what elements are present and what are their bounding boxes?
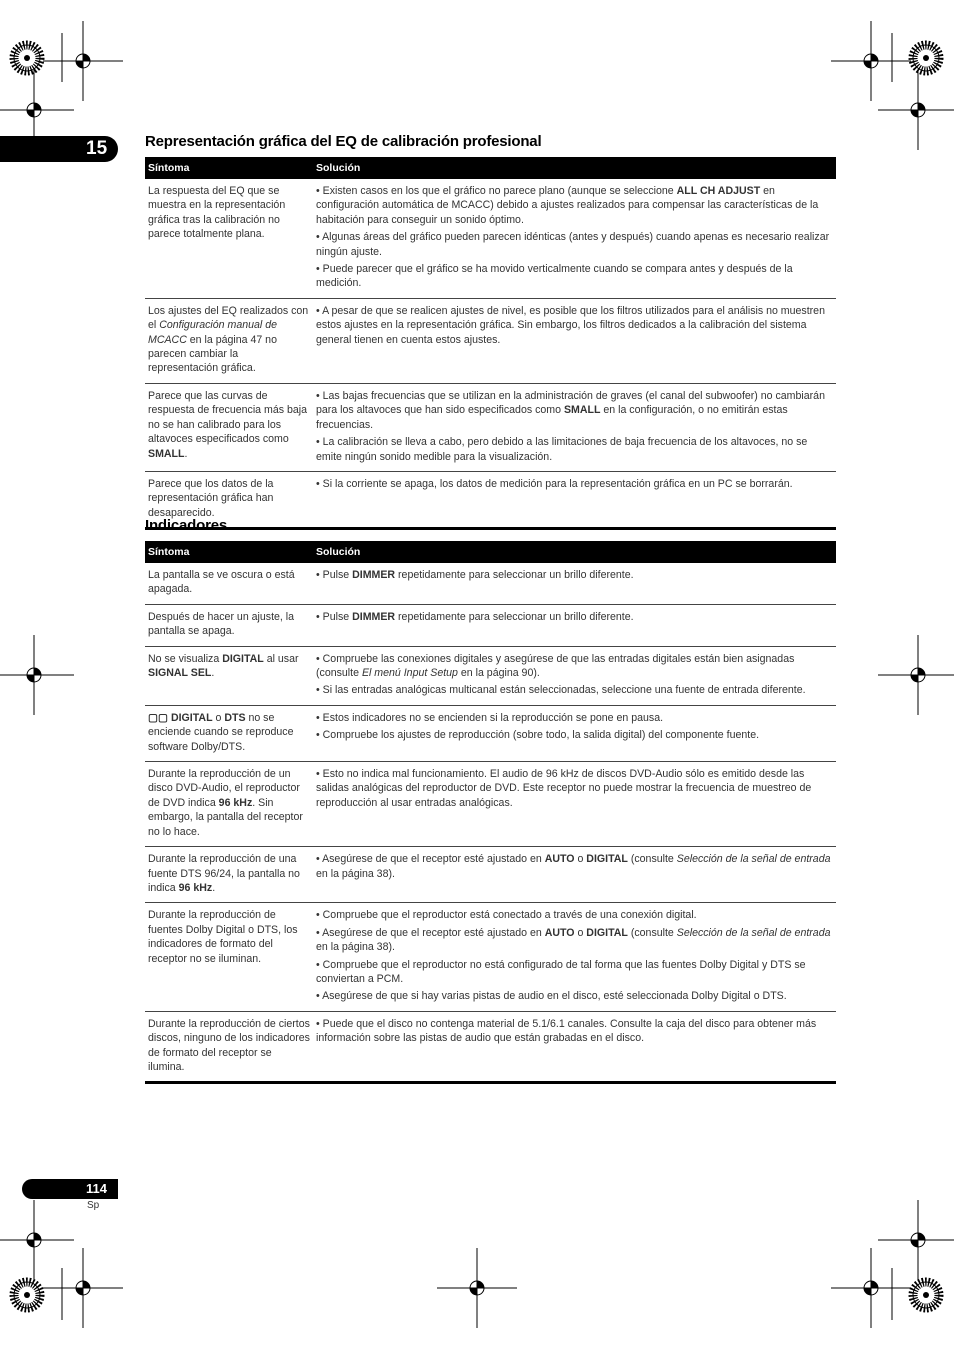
crosshair-icon (831, 21, 911, 101)
table-row (145, 604, 836, 646)
solution-item: • Puede que el disco no contenga material de 5.1/6.1 canales. Consulte la caja del disco para obtener más información sobre las pistas de audio que están grabadas en el disco. (316, 1017, 817, 1045)
crosshair-icon (0, 635, 74, 715)
section-title-eq-graph: Representación gráfica del EQ de calibración profesional (145, 133, 542, 150)
solution-cell (313, 705, 836, 761)
troubleshooting-table-eq (145, 157, 836, 530)
solution-item: • Compruebe las conexiones digitales y asegúrese de que las entradas digitales están bien asignadas (consulte El menú Input Setup en la página 90). (316, 652, 795, 680)
solution-item: • Existen casos en los que el gráfico no parece plano (aunque se seleccione ALL CH ADJUST en configuración automática de MCACC) debido a ajustes realizados para compensar las características de la habitación para conseguir un sonido óptimo. (316, 185, 819, 226)
table-row (145, 847, 836, 903)
solution-item: • La calibración se lleva a cabo, pero debido a las limitaciones de baja frecuencia de los altavoces, no se emite ningún sonido medible para la visualización. (316, 436, 808, 463)
table-row (145, 903, 836, 1011)
crosshair-icon (878, 1200, 954, 1280)
solution-cell (313, 1011, 836, 1083)
crosshair-icon (437, 1248, 517, 1328)
chapter-number: 15 (86, 138, 108, 159)
solution-cell (313, 762, 836, 847)
star-target-icon (14, 45, 40, 71)
symptom-cell: Los ajustes del EQ realizados con el Configuración manual de MCACC en la página 47 no parecen cambiar la representación gráfica. (145, 298, 313, 383)
solution-item: • Si la corriente se apaga, los datos de medición para la representación gráfica en un PC se borrarán. (316, 477, 793, 490)
solution-item: • Pulse DIMMER repetidamente para seleccionar un brillo diferente. (316, 610, 634, 623)
solution-cell (313, 563, 836, 604)
header-solution: Solución (313, 541, 836, 563)
language-code: Sp (87, 1200, 100, 1211)
solution-cell (313, 179, 836, 298)
crosshair-icon (831, 1248, 911, 1328)
symptom-cell: Durante la reproducción de ciertos discos, ninguno de los indicadores de formato del receptor se ilumina. (145, 1011, 313, 1083)
section-title-indicators: Indicadores (145, 517, 227, 534)
crosshair-icon (878, 635, 954, 715)
star-target-icon (913, 45, 939, 71)
page-number: 114 (86, 1181, 107, 1196)
solution-item: • A pesar de que se realicen ajustes de nivel, es posible que los filtros utilizados para el análisis no muestren estos ajustes en la representación gráfica. Sin embargo, los filtros dedicados a la calibración del sistema general tienen en cuenta estos ajustes. (316, 304, 825, 346)
symptom-cell: Después de hacer un ajuste, la pantalla se apaga. (145, 604, 313, 646)
solution-cell (313, 383, 836, 471)
solution-item: • Algunas áreas del gráfico pueden parecen idénticas (antes y después) cuando apenas es necesario realizar ningún ajuste. (316, 231, 830, 258)
table-row (145, 471, 836, 528)
table-row (145, 705, 836, 761)
solution-item: • Compruebe que el reproductor no está configurado de tal forma que las fuentes Dolby Digital y DTS se conviertan a PCM. (316, 958, 806, 985)
symptom-cell: Parece que los datos de la representación gráfica han desaparecido. (145, 471, 313, 528)
crosshair-icon (878, 70, 954, 150)
solution-item: • Pulse DIMMER repetidamente para seleccionar un brillo diferente. (316, 569, 634, 581)
symptom-cell: No se visualiza DIGITAL al usar SIGNAL SEL. (145, 646, 313, 705)
table-row (145, 563, 836, 604)
star-target-icon (14, 1282, 40, 1308)
solution-item: • Asegúrese de que el receptor esté ajustado en AUTO o DIGITAL (consulte Selección de la señal de entrada en la página 38). (316, 853, 831, 880)
solution-cell (313, 471, 836, 528)
crosshair-icon (0, 1200, 74, 1280)
solution-item: • Puede parecer que el gráfico se ha movido verticalmente cuando se compara antes y después de la medición. (316, 263, 793, 290)
table-row (145, 646, 836, 705)
header-symptom: Síntoma (145, 541, 313, 563)
symptom-cell: Durante la reproducción de fuentes Dolby Digital o DTS, los indicadores de formato del receptor no se iluminan. (145, 903, 313, 1011)
symptom-cell: Parece que las curvas de respuesta de frecuencia más baja no se han calibrado para los altavoces especificados como SMALL. (145, 383, 313, 471)
solution-cell (313, 646, 836, 705)
table-row (145, 383, 836, 471)
table-row (145, 762, 836, 847)
solution-item: • Asegúrese de que si hay varias pistas de audio en el disco, esté seleccionada Dolby Digital o DTS. (316, 990, 787, 1003)
table-row (145, 179, 836, 298)
symptom-cell: ▢▢ DIGITAL o DTS no se enciende cuando se reproduce software Dolby/DTS. (145, 705, 313, 761)
symptom-cell: La pantalla se ve oscura o está apagada. (145, 563, 313, 604)
table-header (145, 157, 836, 179)
crosshair-icon (43, 1248, 123, 1328)
solution-cell (313, 298, 836, 383)
solution-item: • Compruebe los ajustes de reproducción (sobre todo, la salida digital) del componente fuente. (316, 729, 760, 742)
solution-item: • Si las entradas analógicas multicanal están seleccionadas, seleccione una fuente de entrada diferente. (316, 684, 806, 697)
solution-item: • Asegúrese de que el receptor esté ajustado en AUTO o DIGITAL (consulte Selección de la señal de entrada en la página 38). (316, 926, 831, 954)
table-row (145, 298, 836, 383)
solution-item: • Las bajas frecuencias que se utilizan en la administración de graves (el canal del subwoofer) no cambiarán para los altavoces que han sido especificados como SMALL en la configuración, o no emitirán estas frecuencias. (316, 389, 825, 431)
table-header (145, 541, 836, 563)
header-symptom: Síntoma (145, 157, 313, 179)
solution-item: • Compruebe que el reproductor está conectado a través de una conexión digital. (316, 909, 697, 922)
solution-item: • Esto no indica mal funcionamiento. El audio de 96 kHz de discos DVD-Audio sólo es emitido desde las salidas analógicas del reproductor de DVD. Este receptor no puede mostrar la frecuencia de muestreo de reproducción al usar entradas analógicas. (316, 768, 812, 809)
crosshair-icon (43, 21, 123, 101)
symptom-cell: Durante la reproducción de una fuente DTS 96/24, la pantalla no indica 96 kHz. (145, 847, 313, 903)
solution-cell (313, 604, 836, 646)
troubleshooting-table-indicators (145, 541, 836, 1084)
table-row (145, 1011, 836, 1083)
star-target-icon (913, 1282, 939, 1308)
solution-cell (313, 847, 836, 903)
solution-cell (313, 903, 836, 1011)
symptom-cell: La respuesta del EQ que se muestra en la representación gráfica tras la calibración no parece totalmente plana. (145, 179, 313, 298)
symptom-cell: Durante la reproducción de un disco DVD-Audio, el reproductor de DVD indica 96 kHz. Sin embargo, la pantalla del receptor no lo hace. (145, 762, 313, 847)
solution-item: • Estos indicadores no se encienden si la reproducción se pone en pausa. (316, 711, 664, 724)
header-solution: Solución (313, 157, 836, 179)
